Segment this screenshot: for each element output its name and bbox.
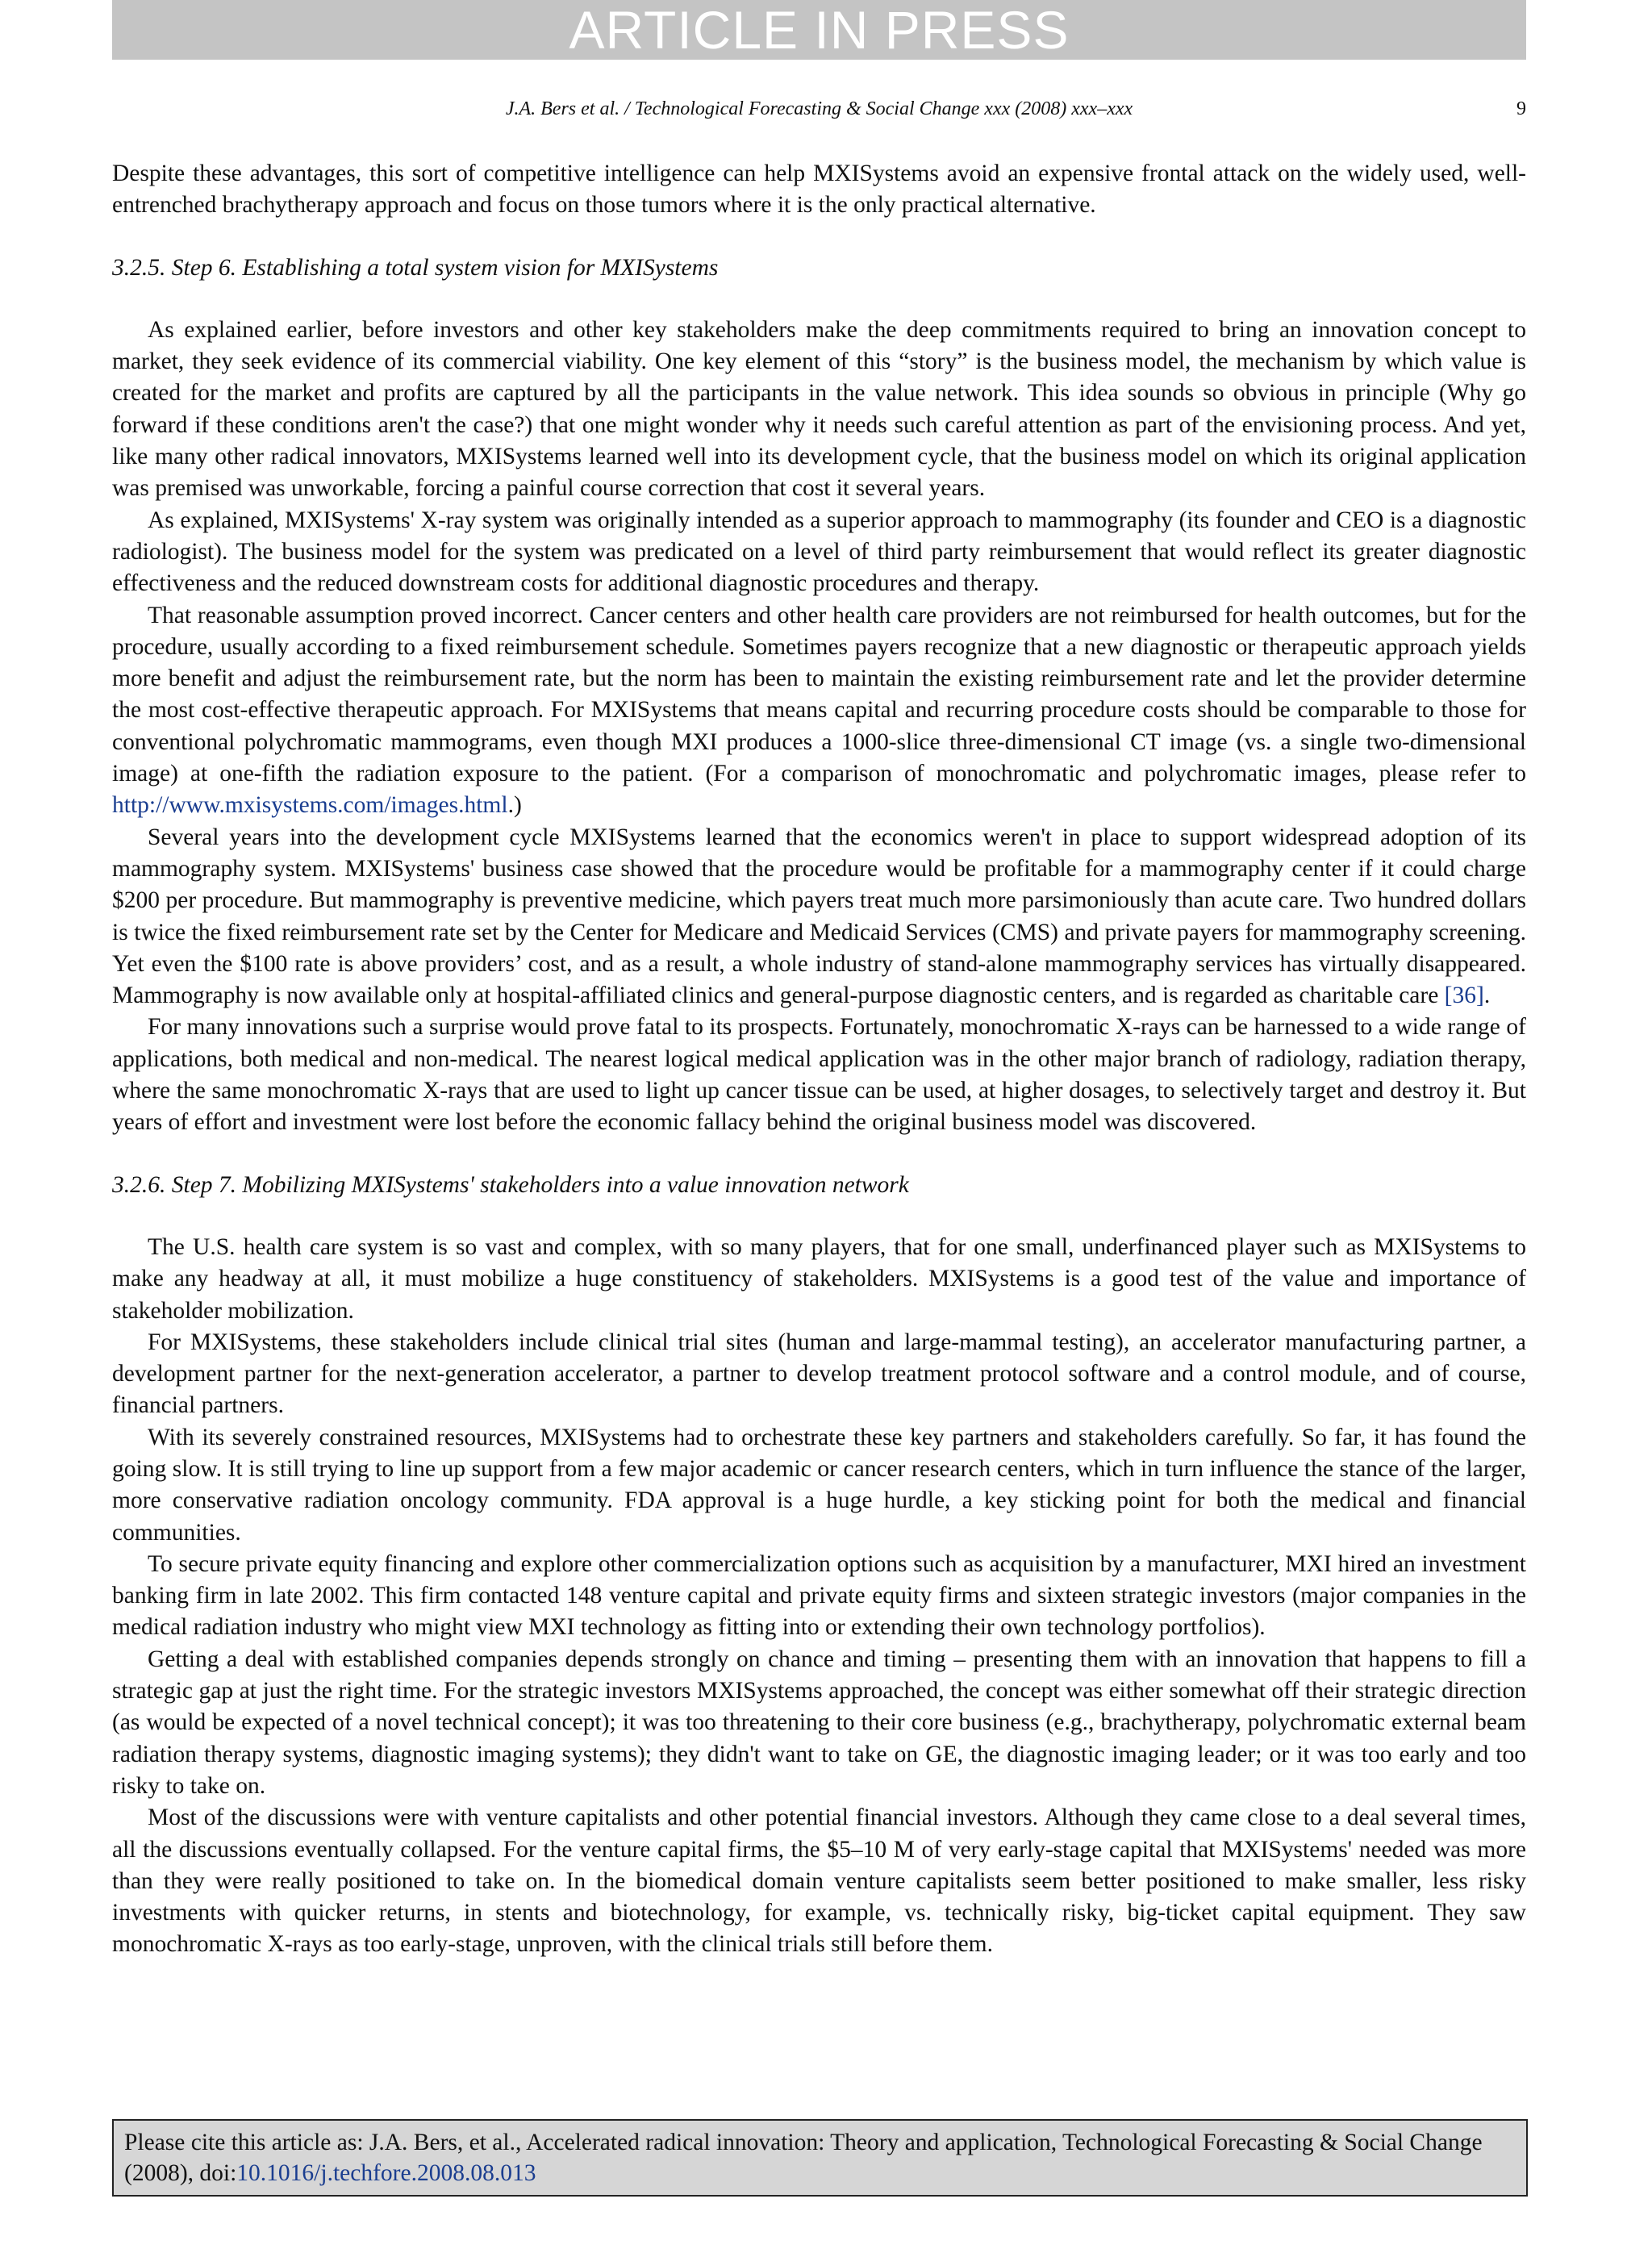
paragraph: The U.S. health care system is so vast and complex, with so many players, that for one small, underfinanced player such as MXISystems to make any headway at all, it must mobilize a huge constituency of stakeholders. MXISystems is a good test of the value and importance of stakeholder mobilization. (112, 1233, 1526, 1324)
paragraph (112, 600, 1526, 822)
paragraph-text: That reasonable assumption proved incorrect. Cancer centers and other health care providers are not reimbursed for health outcomes, but for the procedure, usually according to a fixed reimbursement schedule. Sometimes payers recognize that a new diagnostic or therapeutic approach yields more benefit and adjust the reimbursement rate, but the norm has been to maintain the existing reimbursement rate and let the provider determine the most cost-effective therapeutic approach. For MXISystems that means capital and recurring procedure costs should be comparable to those for conventional polychromatic mammograms, even though MXI produces a 1000-slice three-dimensional CT image (vs. a single two-dimensional image) at one-fifth the radiation exposure to the patient. (For a comparison of monochromatic and polychromatic images, please refer to (112, 602, 1526, 787)
paragraph: To secure private equity financing and explore other commercialization options such as acquisition by a manufacturer, MXI hired an investment banking firm in late 2002. This firm contacted 148 venture capital and private equity firms and sixteen strategic investors (major companies in the medical radiation industry who might view MXI technology as fitting into or extending their own technology portfolios). (112, 1550, 1526, 1641)
journal-citation-line: J.A. Bers et al. / Technological Forecasting & Social Change xxx (2008) xxx–xxx (505, 98, 1133, 119)
paragraph: Despite these advantages, this sort of competitive intelligence can help MXISystems avoid an expensive frontal attack on the widely used, well-entrenched brachytherapy approach and focus on those tumors where it is the only practical alternative. (112, 161, 1526, 219)
section-heading-3-2-6: 3.2.6. Step 7. Mobilizing MXISystems' stakeholders into a value innovation network (112, 1171, 909, 1198)
paragraph: As explained earlier, before investors and other key stakeholders make the deep commitments required to bring an innovation concept to market, they seek evidence of its commercial viability. One key element of this “story” is the business model, the mechanism by which value is created for the market and profits are captured by all the participants in the value network. This idea sounds so obvious in principle (Why go forward if these conditions aren't the case?) that one might wonder why it needs such careful attention as part of the envisioning process. And yet, like many other radical innovators, MXISystems learned well into its development cycle, that the business model on which its original application was premised was unworkable, forcing a painful course correction that cost it several years. (112, 316, 1526, 502)
paragraph (112, 822, 1526, 1012)
running-head (112, 98, 1526, 127)
article-in-press-banner: ARTICLE IN PRESS (112, 0, 1526, 60)
citation-box (112, 2119, 1528, 2197)
paragraph: With its severely constrained resources, MXISystems had to orchestrate these key partners and stakeholders carefully. So far, it has found the going slow. It is still trying to line up support from a few major academic or cancer research centers, which in turn influence the stance of the larger, more conservative radiation oncology community. FDA approval is a huge hurdle, a key sticking point for both the medical and financial communities. (112, 1424, 1526, 1546)
article-body (112, 158, 1526, 1961)
page-number: 9 (1516, 98, 1526, 119)
paragraph-text-end: . (1483, 983, 1491, 1009)
doi-link[interactable]: 10.1016/j.techfore.2008.08.013 (236, 2160, 536, 2186)
section-heading-3-2-5: 3.2.5. Step 6. Establishing a total system vision for MXISystems (112, 254, 719, 281)
paragraph: Getting a deal with established companies depends strongly on chance and timing – presenting them with an innovation that happens to fill a strategic gap at just the right time. For the strategic investors MXISystems approached, the concept was either somewhat off their strategic direction (as would be expected of a novel technical concept); it was too threatening to their core business (e.g., brachytherapy, polychromatic external beam radiation therapy systems, diagnostic imaging systems); they didn't want to take on GE, the diagnostic imaging leader; or it was too early and too risky to take on. (112, 1646, 1526, 1799)
mxisystems-images-link[interactable]: http://www.mxisystems.com/images.html (112, 792, 508, 819)
paragraph-text: Several years into the development cycle MXISystems learned that the economics weren't in place to support widespread adoption of its mammography system. MXISystems' business case showed that the procedure would be profitable for a mammography center if it could charge $200 per procedure. But mammography is preventive medicine, which payers treat much more parsimoniously than acute care. Two hundred dollars is twice the fixed reimbursement rate set by the Center for Medicare and Medicaid Services (CMS) and private payers for mammography screening. Yet even the $100 rate is above providers’ cost, and as a result, a whole industry of stand-alone mammography services has virtually disappeared. Mammography is now available only at hospital-affiliated clinics and general-purpose diagnostic centers, and is regarded as charitable care (112, 824, 1526, 1009)
paragraph: As explained, MXISystems' X-ray system was originally intended as a superior approach to mammography (its founder and CEO is a diagnostic radiologist). The business model for the system was predicated on a level of third party reimbursement that would reflect its greater diagnostic effectiveness and the reduced downstream costs for additional diagnostic procedures and therapy. (112, 507, 1526, 597)
paragraph: For many innovations such a surprise would prove fatal to its prospects. Fortunately, monochromatic X-rays can be harnessed to a wide range of applications, both medical and non-medical. The nearest logical medical application was in the other major branch of radiology, radiation therapy, where the same monochromatic X-rays that are used to light up cancer tissue can be used, at higher dosages, to selectively target and destroy it. But years of effort and investment were lost before the economic fallacy behind the original business model was discovered. (112, 1014, 1526, 1136)
paragraph-text-end: .) (507, 792, 522, 819)
paragraph: For MXISystems, these stakeholders include clinical trial sites (human and large-mammal testing), an accelerator manufacturing partner, a development partner for the next-generation accelerator, a partner to develop treatment protocol software and a control module, and of course, financial partners. (112, 1329, 1526, 1419)
reference-link-36[interactable]: [36] (1444, 983, 1484, 1009)
citation-text: Please cite this article as: J.A. Bers, et al., Accelerated radical innovation: Theory and application, Technological Forecasting & Social Change (2008), doi: (124, 2130, 1483, 2186)
paragraph: Most of the discussions were with venture capitalists and other potential financial investors. Although they came close to a deal several times, all the discussions eventually collapsed. For the venture capital firms, the $5–10 M of very early-stage capital that MXISystems' needed was more than they were really positioned to take on. In the biomedical domain venture capitalists seem better positioned to make smaller, less risky investments with quicker returns, in stents and biotechnology, for example, vs. technically risky, big-ticket capital equipment. They saw monochromatic X-rays as too early-stage, unproven, with the clinical trials still before them. (112, 1804, 1526, 1958)
